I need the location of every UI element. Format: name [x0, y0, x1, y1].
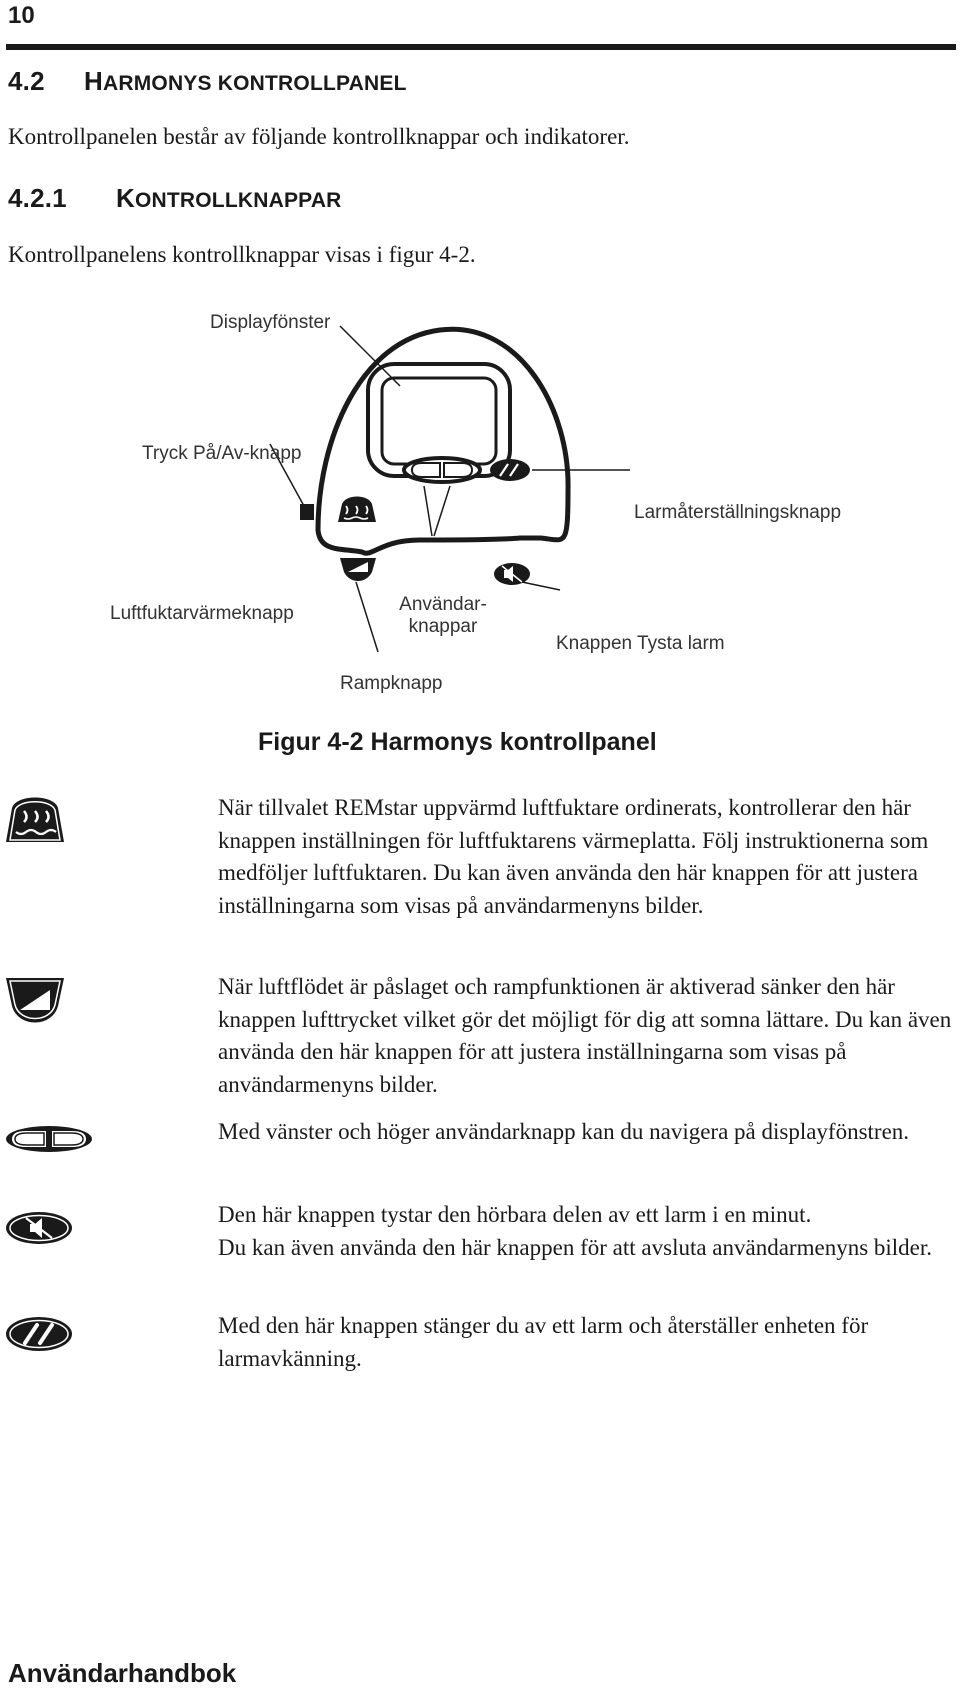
- subsection-heading: [8, 183, 342, 214]
- control-panel-figure: [0, 290, 960, 710]
- callout-alarm-reset-button: Larmåterställningsknapp: [634, 502, 842, 523]
- alarm-silence-description-line2: Du kan även använda den här knappen för att avsluta användarmenyns bilder.: [218, 1234, 933, 1260]
- subsection-title-rest: ONTROLLKNAPPAR: [134, 189, 342, 212]
- callout-silence-button: Knappen Tysta larm: [556, 633, 725, 654]
- callout-user-buttons-line1: Användar-: [399, 594, 487, 615]
- callout-user-buttons: [398, 594, 488, 638]
- humidifier-heat-icon: [4, 794, 66, 849]
- section-title-rest: ARMONYS KONTROLLPANEL: [102, 72, 407, 95]
- user-buttons-description: Med vänster och höger användarknapp kan du navigera på displayfönstren.: [218, 1119, 910, 1144]
- ramp-icon: [4, 976, 66, 1035]
- subsection-intro: Kontrollpanelens kontrollknappar visas i figur 4-2.: [8, 242, 476, 267]
- humidifier-description: När tillvalet REMstar uppvärmd luftfuktare ordinerats, kontrollerar den här knappen inställningen för luftfuktarens värmeplatta. Följ instruktionerna som medföljer luftfuktaren. Du kan även använda den här knappen för att justera inställningarna som visas på användarmenyns bilder.: [218, 795, 929, 918]
- callout-humidifier-button: Luftfuktarvärmeknapp: [110, 603, 294, 624]
- ramp-description: När luftflödet är påslaget och rampfunktionen är aktiverad sänker den här knappen lufttrycket vilket gör det möjligt för dig att somna lättare. Du kan även använda den här knappen för att justera inställningarna som visas på användarmenyns bilder.: [218, 974, 952, 1097]
- alarm-silence-icon: [4, 1210, 74, 1251]
- section-title-initial: H: [84, 66, 103, 96]
- alarm-reset-button-figure: [490, 459, 530, 481]
- section-intro: Kontrollpanelen består av följande kontrollknappar och indikatorer.: [8, 124, 630, 149]
- alarm-reset-description: Med den här knappen stänger du av ett larm och återställer enheten för larmavkänning.: [218, 1313, 869, 1371]
- section-heading: [8, 66, 407, 97]
- subsection-number: 4.2.1: [8, 183, 67, 213]
- callout-ramp-button: Rampknapp: [340, 673, 443, 694]
- footer-title: Användarhandbok: [8, 1658, 237, 1688]
- alarm-silence-description-line1: Den här knappen tystar den hörbara delen av ett larm i en minut.: [218, 1202, 812, 1227]
- callout-user-buttons-line2: knappar: [408, 616, 478, 637]
- figure-caption: Figur 4-2 Harmonys kontrollpanel: [258, 728, 657, 756]
- callout-display-window: Displayfönster: [210, 312, 331, 333]
- power-button: [300, 504, 314, 520]
- alarm-silence-description: [218, 1199, 958, 1264]
- user-buttons-figure: [404, 458, 480, 482]
- alarm-reset-icon: [4, 1315, 74, 1358]
- subsection-title-initial: K: [116, 183, 135, 213]
- page-number: 10: [8, 2, 35, 29]
- callout-power-button: Tryck På/Av-knapp: [142, 443, 302, 464]
- user-buttons-icon: [4, 1123, 94, 1160]
- header-rule: [6, 44, 956, 50]
- section-number: 4.2: [8, 66, 45, 96]
